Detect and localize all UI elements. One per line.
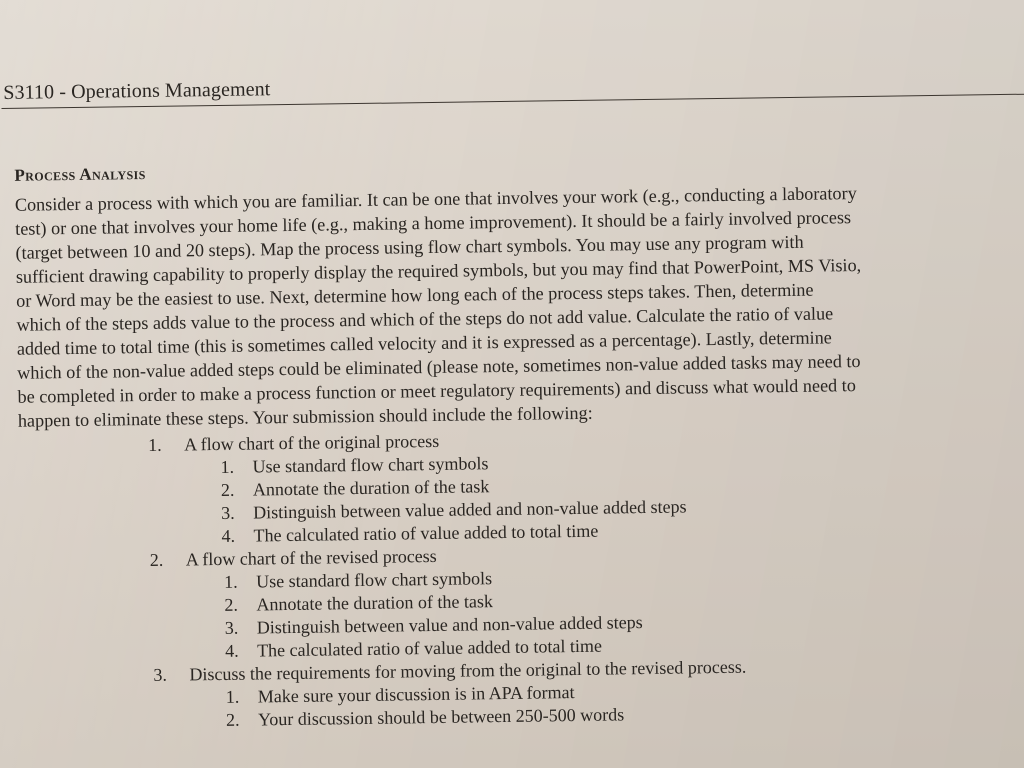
list-item <box>148 431 439 456</box>
sub-list-item-number: 3. <box>224 617 239 638</box>
paragraph-line: sufficient drawing capability to properly display the required symbols, but you may find that PowerPoint, MS Visio, <box>15 255 862 287</box>
paragraph-line: which of the non-value added steps could be eliminated (please note, sometimes non-value added tasks may need to <box>17 351 861 383</box>
sub-list-item <box>220 453 488 478</box>
sub-list-item-text: Annotate the duration of the task <box>256 591 494 615</box>
sub-list-item-number: 2. <box>224 594 239 615</box>
sub-list-item-number: 1. <box>220 456 235 477</box>
list-item-number: 2. <box>149 549 164 570</box>
paragraph-line: which of the steps adds value to the process and which of the steps do not add value. Calculate the ratio of value <box>16 303 834 335</box>
sub-list-item-number: 3. <box>221 502 235 523</box>
paragraph-line: Consider a process with which you are familiar. It can be one that involves your work (e.g., conducting a laboratory <box>14 183 857 215</box>
sub-list-item <box>221 521 598 547</box>
sub-list-item <box>221 496 687 523</box>
list-item <box>150 546 437 571</box>
list-item-text: A flow chart of the revised process <box>185 545 437 570</box>
sub-list-item-text: Your discussion should be between 250-500 words <box>257 704 625 730</box>
list-item-text: Discuss the requirements for moving from the original to the revised process. <box>189 656 747 685</box>
sub-list-item-text: Annotate the duration of the task <box>252 476 490 500</box>
paragraph-line: (target between 10 and 20 steps). Map the process using flow chart symbols. You may use any program with <box>15 231 804 263</box>
sub-list-item <box>225 636 602 662</box>
paragraph-line: or Word may be the easiest to use. Next, determine how long each of the process steps takes. Then, determine <box>16 279 814 311</box>
sub-list-item-number: 4. <box>221 525 236 546</box>
sub-list-item <box>224 568 492 593</box>
paragraph-line: be completed in order to make a process function or meet regulatory requirements) and discuss what would need to <box>17 375 856 407</box>
list-item-number: 1. <box>148 434 162 455</box>
list-item-number: 3. <box>153 664 168 685</box>
sub-list-item-text: Use standard flow chart symbols <box>252 453 489 477</box>
sub-list-item-text: The calculated ratio of value added to total time <box>253 520 599 546</box>
sub-list-item-number: 1. <box>225 686 240 707</box>
sub-list-item <box>226 704 624 731</box>
paragraph-line: added time to total time (this is sometimes called velocity and it is expressed as a percentage). Lastly, determine <box>16 327 832 359</box>
sub-list-item <box>225 612 643 639</box>
sub-list-item-text: Make sure your discussion is in APA format <box>257 682 575 707</box>
sub-list-item-number: 2. <box>220 479 235 500</box>
section-heading: Process Analysis <box>14 163 146 185</box>
list-item-text: A flow chart of the original process <box>184 430 440 455</box>
sub-list-item-text: Use standard flow chart symbols <box>256 568 493 592</box>
sub-list-item <box>226 682 575 708</box>
sub-list-item-number: 2. <box>225 709 240 730</box>
sub-list-item-text: Distinguish between value and non-value added steps <box>256 612 643 638</box>
sub-list-item-text: Distinguish between value added and non-value added steps <box>253 496 687 523</box>
sub-list-item-number: 1. <box>224 571 238 592</box>
paragraph-line: test) or one that involves your home life (e.g., making a home improvement). It should be a fairly involved process <box>15 207 852 239</box>
course-title: S3110 - Operations Management <box>3 78 271 104</box>
sub-list-item <box>221 476 490 501</box>
sub-list-item-number: 4. <box>224 640 239 661</box>
sub-list-item-text: The calculated ratio of value added to total time <box>256 635 603 661</box>
sub-list-item <box>224 591 493 616</box>
paragraph-line: happen to eliminate these steps. Your submission should include the following: <box>17 402 593 431</box>
